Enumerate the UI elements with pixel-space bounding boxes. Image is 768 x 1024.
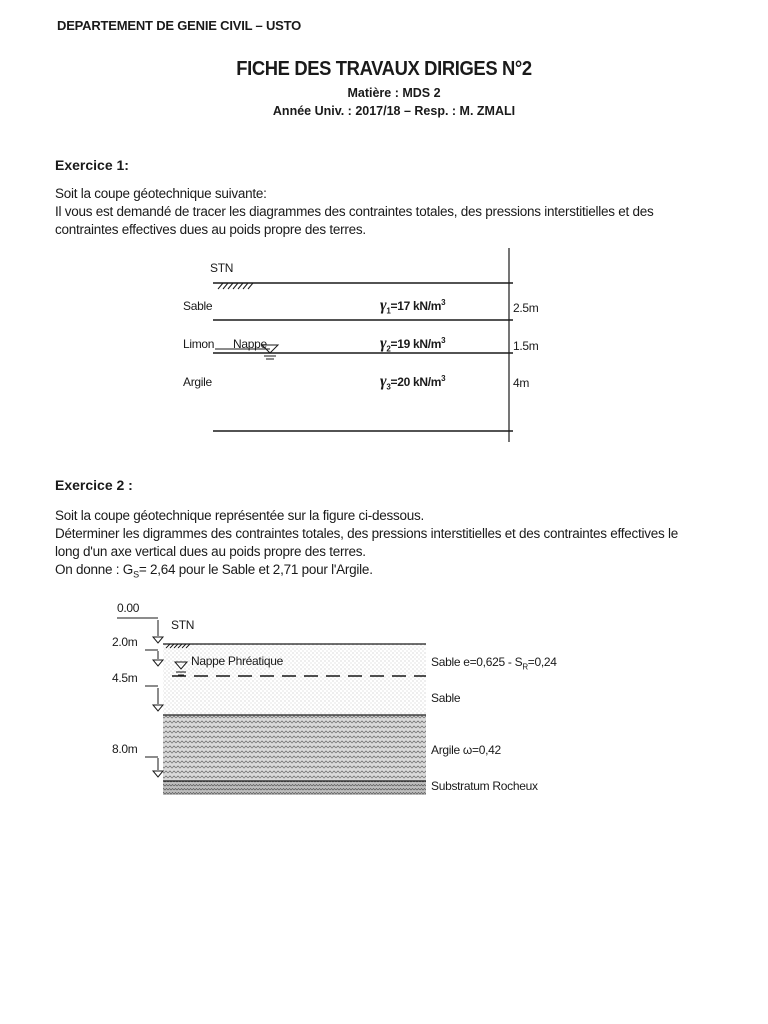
fig1-gamma-2: $\gamma_2=19$ $kN/m^3$ [380,335,446,354]
exercise-1-heading: Exercice 1: [55,157,129,173]
exercise-2-line-4: On donne : $G_S= 2,64$ pour le Sable et 2,71 pour l'Argile. [55,562,373,580]
fig1-argile-label: Argile [183,375,212,389]
fig1-thickness-1: 2.5m [513,301,539,315]
exercise-2-line-2: Déterminer les digrammes des contraintes totales, des pressions interstitielles et des contraintes effectives le [55,526,679,541]
exercise-1-line-3: contraintes effectives dues au poids propre des terres. [55,222,366,237]
exercise-2-line-1: Soit la coupe géotechnique représentée sur la figure ci-dessous. [55,508,424,523]
fig1-nappe-label: Nappe [233,337,267,351]
fig1-gamma-3: $\gamma_3=20$ $kN/m^3$ [380,373,446,392]
fig1-sable-label: Sable [183,299,213,313]
department-header: DEPARTEMENT DE GENIE CIVIL – USTO [57,18,302,33]
fig2-depth-0: 0.00 [117,601,140,615]
subject-line: Matière : MDS 2 [347,86,441,100]
exercise-1-line-1: Soit la coupe géotechnique suivante: [55,186,267,201]
fig2-substratum-label: Substratum Rocheux [431,779,538,793]
fig1-limon-label: Limon [183,337,215,351]
fig1-thickness-3: 4m [513,376,530,390]
exercise-2-line-3: long d'un axe vertical dues au poids propre des terres. [55,544,366,559]
year-line: Année Univ. : 2017/18 – Resp. : M. ZMALI [272,104,516,118]
fig2-argile-label: Argile ω=0,42 [431,743,501,757]
fig2-stn-label: STN [171,618,195,632]
fig1-gamma-1: $\gamma_1=17$ $kN/m^3$ [380,297,446,316]
fig1-thickness-2: 1.5m [513,339,539,353]
fig2-depth-1: 2.0m [112,635,138,649]
exercise-1-line-2: Il vous est demandé de tracer les diagrammes des contraintes totales, des pressions interstitielles et des [55,204,654,219]
fig2-nappe-label: Nappe Phréatique [191,654,283,668]
fig1-stn-label: STN [210,261,234,275]
exercise-2-heading: Exercice 2 : [55,477,133,493]
fig2-rock-layer [163,781,426,795]
page-title: FICHE DES TRAVAUX DIRIGES N°2 [236,58,532,80]
fig2-sable-2-label: Sable [431,691,461,705]
fig2-depth-2: 4.5m [112,671,138,685]
fig2-clay-layer [163,715,426,781]
fig2-sable-1-label: Sable $e=0,625 - S_R=0,24$ [431,655,557,672]
fig2-depth-3: 8.0m [112,742,138,756]
